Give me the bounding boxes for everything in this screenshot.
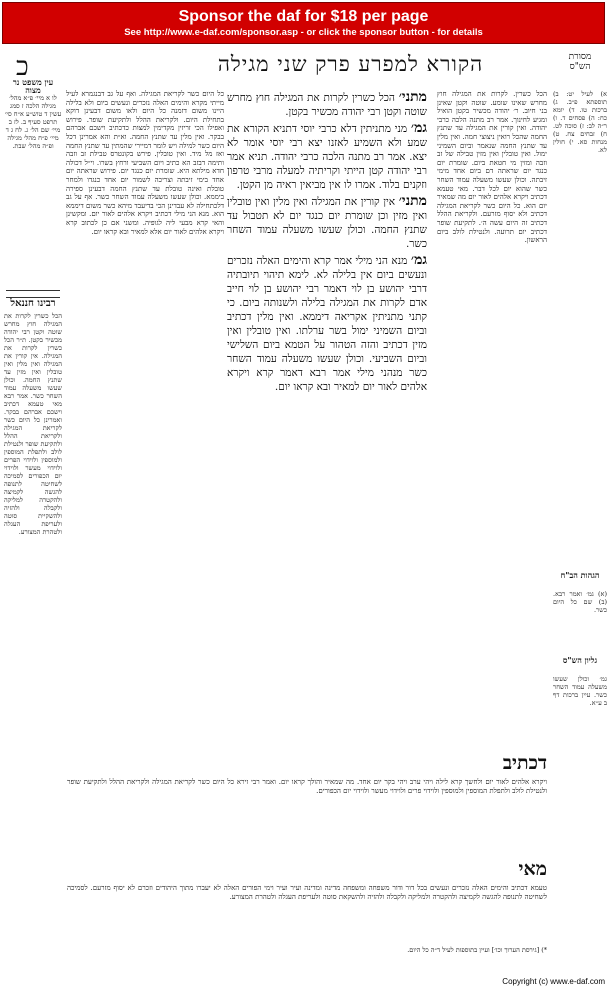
bottom-heading-word: מאי — [518, 858, 547, 880]
footnote: *) [גירסת הערוך וכו׳] ועיין בתוספות לעיל ד״ה כל היום. — [407, 946, 547, 954]
daf-number: כ — [16, 52, 29, 82]
sponsor-banner-subtitle[interactable]: See http://www.e-daf.com/sponsor.asp - or click the sponsor button - for details — [124, 27, 483, 38]
page-header-title: הקורא למפרע פרק שני מגילה — [217, 52, 484, 76]
rashi-column: הכל כשרין. לקרות את המגילה חוץ מחרש שאינו שומע. שוטה וקטן שאינן בני חיוב. ר׳ יהודה מכשיר בקטן הואיל ומגיע לחינוך. אמר רב מתנה הלכה כרבי יהודה. ואין קורין את המגילה עד שתנץ החמה שהכל רואין ניצוצי חמה. ואין מלין עד שתנץ החמה שנאמר וביום השמיני ימול. ואין טובלין ואין מזין טבילה של זב וזבה ומזין מי חטאת ביום. שומרת יום כנגד יום שראתה דם ביום אחד מימי זיבתה. וכולן שעשו משעלה עמוד השחר כשר שהוא יום לכל דבר. מאי טעמא דכתיב ויקרא אלהים לאור יום מה שמאיר יום הוא. כל היום כשר לקריאת המגילה דכתיב ולא יסוף מזרעם. ולקריאת ההלל דכתיב זה היום עשה ה׳. לתקיעת שופר דכתיב יום תרועה. ולנטילת לולב ביום הראשון. — [437, 90, 547, 245]
mesoret-column: א) לעיל יט: ב) תוספתא פ״ב. ג) ברכות טו. ד) יומא כח: ה) פסחים ד. ו) ר״ה לב: ז) סוכה לט. ח) זבחים צח. ט) מנחות סא. י) חולין לא. — [553, 90, 607, 154]
ein-mishpat-text: לו א מיי׳ פ״א מהל׳ מגילה הלכה ז סמג עשין ד טוש״ע א״ח סי׳ תרפט סעיף ב. לז ב מיי׳ שם הל׳ ג. לח ג ד מיי׳ פ״ח מהל׳ מגילה ופ״ה מהל׳ שבת. — [4, 94, 62, 150]
bottom-commentary-1: ויקרא אלהים לאור יום ולחשך קרא לילה ויהי ערב ויהי בקר יום אחד. מה שמאיר והולך קראו יום. ואמר רבי זירא כל היום כשר לקריאת המגילה ולקריאת ההלל ולתקיעת שופר ולנטילת לולב ולתפלת המוספין ולמוספין ולוידוי פרים ולוידוי מעשר ולוידוי יום הכפורים. — [67, 778, 547, 795]
rabbeinu-chananel-title: רבינו חננאל — [10, 298, 56, 309]
gemara-heading: גמ׳ — [410, 120, 427, 136]
tosafot-column: כל היום כשר לקריאת המגילה. ואף על גב דבנגמרא לעיל מייתי מקרא והימים האלה נזכרים ונעשים ביום ולא בלילה היינו משום דזמנה כל היום ולאו משום דבעינן דוקא בתחילת היום. ולקריאת ההלל ולתקיעת שופר. פירוש ואפילו הכי זריזין מקדימין למצות כדכתיב וישכם אברהם בבקר. ואין מלין עד שתנץ החמה. וא״ת והא אמרינן דכל היום כשר למילה ויש לומר דמיירי שהמתין עד שתנץ החמה ואז מל מיד. ואין טובלין. פירש בקונטרס טבילת זב וזבה ותימה דבזב הא כתיב ויום השביעי ורחץ בשרו. וי״ל דכולה חדא מילתא היא. שומרת יום כנגד יום. פירוש שראתה יום אחד בימי זיבתה וצריכה לשמור יום אחד כנגדו ולמחר טובלת ואינה טובלת עד שתנץ החמה דבעינן ספירה ביממא. וכולן שעשו משעלה עמוד השחר כשר. אף על גב דלכתחילה לא עבדינן הכי בדיעבד מיהא כשר משום דיממא הוא. מנא הני מילי דכתיב ויקרא אלהים לאור יום. ומקשינן והאי קרא מבעי ליה לגופיה. ומשני אם כן לכתוב קרא ויקרא אלהים לאור יום אלא למאיר ובא קראו יום. — [66, 90, 224, 236]
ein-mishpat-title: עין משפט נר מצוה — [12, 78, 54, 95]
mesoret-hashas-heading: מסורת הש"ס — [568, 52, 592, 72]
gemara-text: הכל כשרין לקרות את המגילה חוץ מחרש שוטה וקטן רבי יהודה מכשיר בקטן. — [227, 92, 427, 118]
bottom-heading-word: דכתיב — [502, 752, 547, 774]
gemara-heading: מתני׳ — [398, 90, 427, 105]
copyright-notice: Copyright (c) www.e-daf.com — [502, 977, 605, 986]
gilyon-hashas-title: גליון הש"ס — [562, 655, 598, 665]
ein-mishpat-column — [4, 78, 62, 318]
gemara-column — [227, 90, 427, 755]
gemara-paragraph — [227, 253, 427, 394]
gemara-paragraph — [227, 90, 427, 119]
gemara-heading: מתני׳ — [398, 193, 427, 209]
haghot-habach-text: (א) גמ׳ ואמר רבא. (ב) שם כל היום כשר. — [553, 590, 607, 614]
gemara-heading: גמ׳ — [410, 252, 427, 268]
rabbeinu-chananel-text: הכל כשרין לקרות את המגילה חוץ מחרש שוטה וקטן רבי יהודה מכשיר בקטן. ת״ר הכל כשרין לקרות את המגילה. אין קורין את המגילה ואין מלין ואין טובלין ואין מזין עד שתנץ החמה. וכולן שעשו משעלה עמוד השחר כשר. אמר רבא מאי טעמא דכתיב וישכם אברהם בבקר. ואמרינן כל היום כשר לקריאת המגילה ולקריאת ההלל ולתקיעת שופר ולנטילת לולב ולתפלת המוספין ולמוספין ולוידוי הפרים ולוידוי מעשר ולוידוי יום הכפורים לסמיכה לשחיטה לתנופה להגשה לקמיצה ולהקטרה למליקה ולקבלה ולהזיה ולהשקיית סוטה ולעריפת העגלה ולטהרת המצורע. — [4, 312, 62, 536]
sponsor-banner[interactable] — [2, 2, 605, 44]
gilyon-hashas-text: גמ׳ וכולן שעשו משעלה עמוד השחר כשר. עיין ברכות דף ב ע״א. — [553, 675, 607, 707]
gemara-text: אין קורין את המגילה ואין מלין ואין טובלין ואין מזין וכן שומרת יום כנגד יום לא תטבול עד שתנץ החמה. וכולן שעשו משעלה עמוד השחר כשר. — [227, 196, 427, 250]
haghot-habach-title: הגהות הב"ח — [560, 570, 600, 580]
bottom-commentary-2: טעמא דכתיב והימים האלה נזכרים ונעשים בכל דור ודור משפחה ומשפחה מדינה ומדינה ועיר ועיר וימי הפורים האלה לא יעברו מתוך היהודים וזכרם לא יסוף מזרעם. לסמיכה לשחיטה לתנופה להגשה לקמיצה ולהקטרה ולמליקה ולקבלה ולהזיה ולהשקאת סוטה ולעריפת העגלה ולטהרת המצורע. — [67, 884, 547, 901]
gemara-text: מנא הני מילי אמר קרא והימים האלה נזכרים ונעשים ביום אין בלילה לא. לימא תיהוי תיובתיה דרבי יהושע בן לוי דאמר רבי יהושע בן לוי חייב אדם לקרות את המגילה בלילה ולשנותה ביום. כי קתני מתניתין אקריאה דיממא. ואין מלין דכתיב וביום השמיני ימול בשר ערלתו. ואין טובלין ואין מזין דכתיב והזה הטהור על הטמא ביום השלישי וביום השביעי. וכולן שעשו משעלה עמוד השחר כשר מנהני מילי אמר רבא דאמר קרא ויקרא אלהים לאור יום למאיר ובא קראו יום. — [227, 255, 427, 393]
talmud-page — [4, 50, 607, 970]
gemara-text: מני מתניתין דלא כרבי יוסי דתניא הקורא את שמע ולא השמיע לאזנו יצא רבי יוסי אומר לא יצא. אמר רב מתנה הלכה כרבי יהודה. תניא אמר רבי יהודה קטן הייתי וקריתיה למעלה מרבי טרפון וזקנים בלוד. אמרו לו אין מביאין ראיה מן הקטן. — [227, 123, 427, 191]
gemara-paragraph — [227, 121, 427, 192]
gemara-paragraph — [227, 194, 427, 251]
sponsor-banner-title[interactable]: Sponsor the daf for $18 per page — [178, 8, 429, 25]
ornament-divider — [6, 290, 60, 298]
